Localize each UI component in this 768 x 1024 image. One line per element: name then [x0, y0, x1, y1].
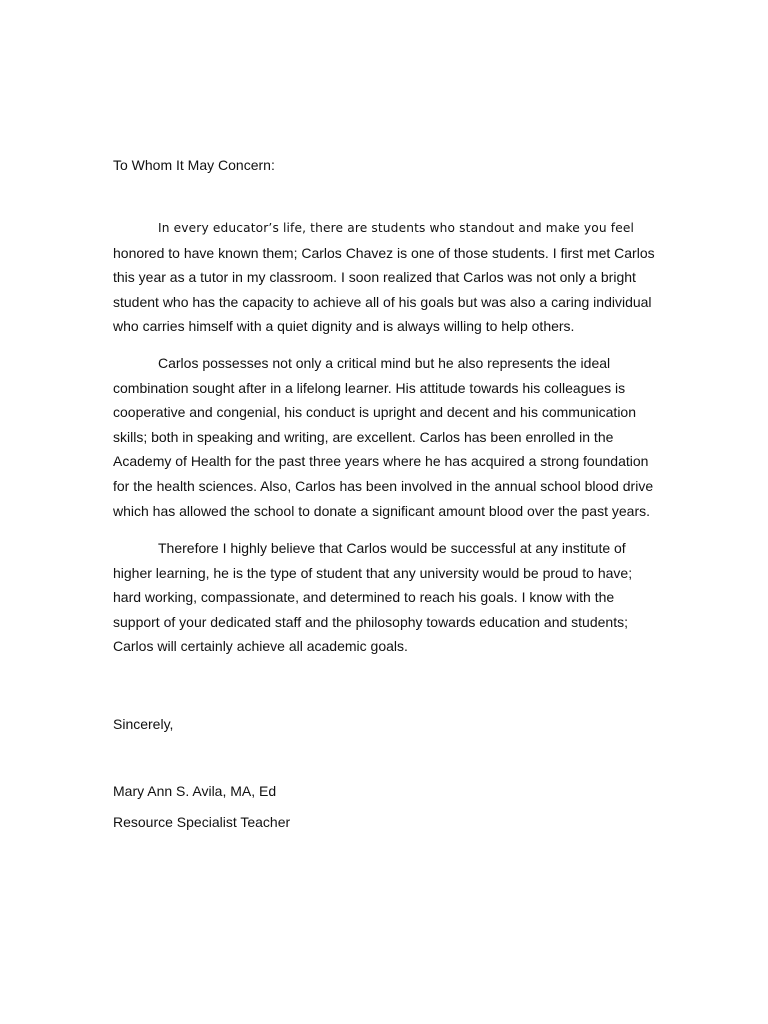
- paragraph-line: Therefore I highly believe that Carlos would be successful at any institute of: [158, 540, 626, 556]
- paragraph-line: skills; both in speaking and writing, are excellent. Carlos has been enrolled in the: [113, 428, 614, 445]
- paragraph-line: In every educator’s life, there are students who standout and make you feel: [158, 221, 635, 235]
- paragraph-line: who carries himself with a quiet dignity and is always willing to help others.: [113, 318, 575, 335]
- signature-title: Resource Specialist Teacher: [113, 814, 291, 830]
- paragraph-line: honored to have known them; Carlos Chavez is one of those students. I first met Carlos: [113, 244, 655, 261]
- salutation: To Whom It May Concern:: [113, 157, 275, 173]
- paragraph-1: [113, 216, 653, 339]
- paragraph-line: combination sought after in a lifelong learner. His attitude towards his colleagues is: [113, 379, 626, 396]
- paragraph-line: higher learning, he is the type of student that any university would be proud to have;: [113, 564, 633, 581]
- paragraph-line: which has allowed the school to donate a significant amount blood over the past years.: [113, 502, 650, 519]
- paragraph-3: [113, 536, 653, 659]
- paragraph-line: this year as a tutor in my classroom. I soon realized that Carlos was not only a bright: [113, 269, 636, 286]
- paragraph-2: [113, 351, 653, 523]
- signature-name: Mary Ann S. Avila, MA, Ed: [113, 783, 277, 799]
- paragraph-line: Carlos possesses not only a critical mind but he also represents the ideal: [158, 355, 611, 371]
- paragraph-line: Academy of Health for the past three years where he has acquired a strong foundation: [113, 453, 649, 470]
- paragraph-line: Carlos will certainly achieve all academic goals.: [113, 638, 408, 655]
- paragraph-line: for the health sciences. Also, Carlos has been involved in the annual school blood drive: [113, 477, 654, 494]
- paragraph-line: student who has the capacity to achieve all of his goals but was also a caring individual: [113, 293, 652, 310]
- paragraph-line: cooperative and congenial, his conduct is upright and decent and his communication: [113, 404, 636, 421]
- paragraph-line: support of your dedicated staff and the philosophy towards education and students;: [113, 613, 628, 630]
- paragraph-line: hard working, compassionate, and determined to reach his goals. I know with the: [113, 589, 615, 606]
- closing: Sincerely,: [113, 716, 174, 732]
